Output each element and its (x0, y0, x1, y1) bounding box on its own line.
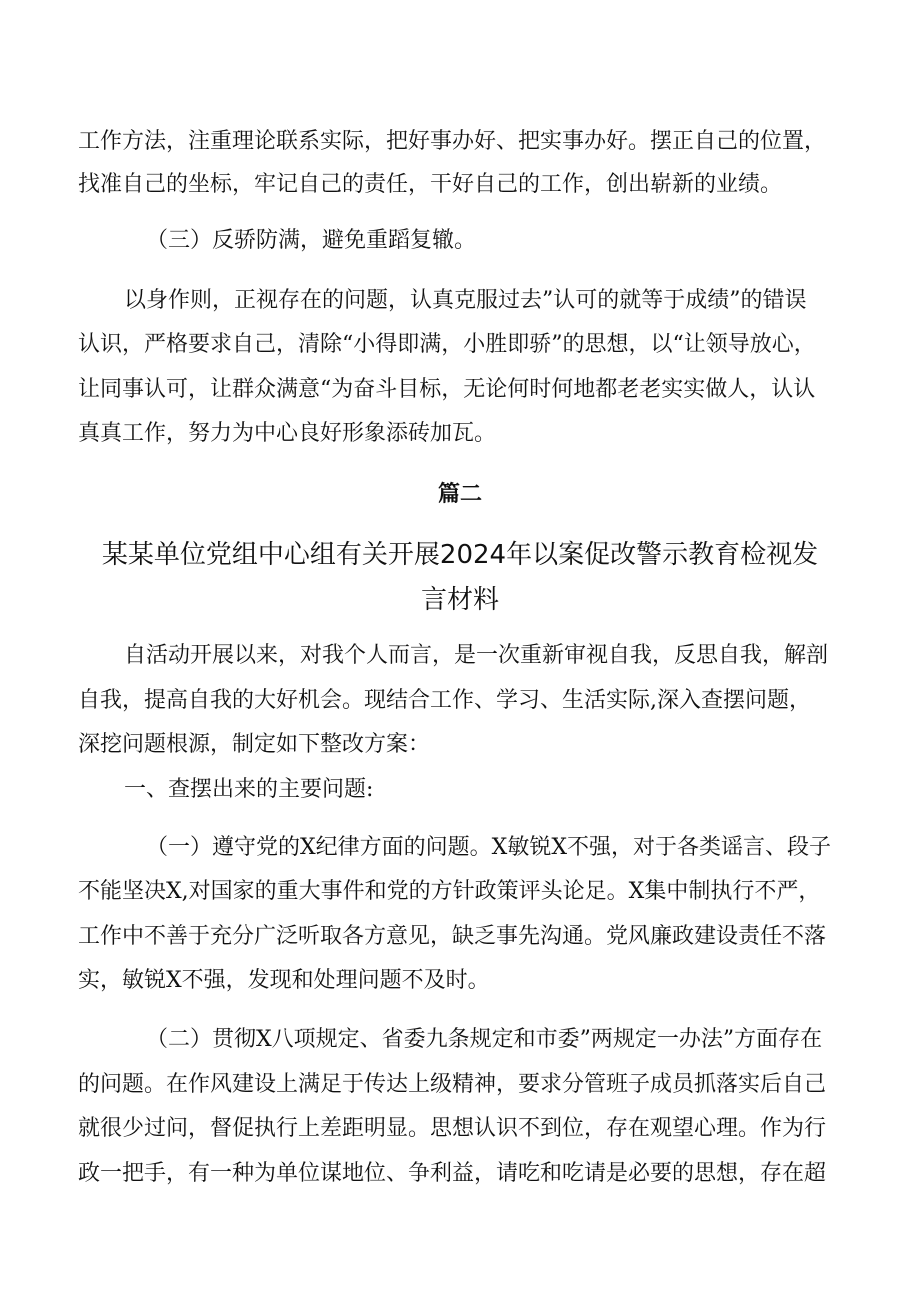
body-line: 自我，提高自我的大好机会。现结合工作、学习、生活实际,深入查摆问题， (78, 688, 811, 713)
body-line: 就很少过问，督促执行上差距明显。思想认识不到位，存在观望心理。作为行 (78, 1116, 827, 1141)
body-line: （二）贯彻X八项规定、省委九条规定和市委”两规定一办法”方面存在 (146, 1027, 823, 1052)
body-line: 认识，严格要求自己，清除“小得即满，小胜即骄”的思想，以“让领导放心， (78, 332, 816, 357)
body-line: 让同事认可，让群众满意“为奋斗目标，无论何时何地都老老实实做人，认认 (78, 377, 816, 402)
body-line: 实，敏锐X不强，发现和处理问题不及时。 (78, 968, 490, 993)
body-line: 的问题。在作风建设上满足于传达上级精神，要求分管班子成员抓落实后自己 (78, 1072, 827, 1097)
body-line: 找准自己的坐标，牢记自己的责任，干好自己的工作，创出崭新的业绩。 (78, 172, 783, 197)
body-line: 深挖问题根源，制定如下整改方案： (78, 732, 431, 757)
body-line: 不能坚决X,对国家的重大事件和党的方针政策评头论足。X集中制执行不严， (78, 879, 821, 904)
body-line: （一）遵守党的X纪律方面的问题。X敏锐X不强，对于各类谣言、段子 (146, 835, 831, 860)
subheading-line: （三）反骄防满，避免重蹈复辙。 (146, 228, 477, 253)
body-line: 工作中不善于充分广泛听取各方意见，缺乏事先沟通。党风廉政建设责任不落 (78, 924, 827, 949)
section-label: 篇二 (437, 482, 482, 507)
document-title-line: 言材料 (420, 585, 499, 615)
body-line: 工作方法，注重理论联系实际，把好事办好、把实事办好。摆正自己的位置， (78, 129, 827, 154)
body-line: 自活动开展以来，对我个人而言，是一次重新审视自我，反思自我，解剖 (124, 643, 829, 668)
subheading-line: 一、查摆出来的主要问题: (124, 777, 374, 802)
document-title-line: 某某单位党组中心组有关开展2024年以案促改警示教育检视发 (101, 540, 819, 570)
body-line: 政一把手，有一种为单位谋地位、争利益，请吃和吃请是必要的思想，存在超 (78, 1161, 827, 1186)
body-line: 以身作则，正视存在的问题，认真克服过去”认可的就等于成绩”的错误 (124, 288, 807, 313)
body-line: 真真工作，努力为中心良好形象添砖加瓦。 (78, 421, 497, 446)
